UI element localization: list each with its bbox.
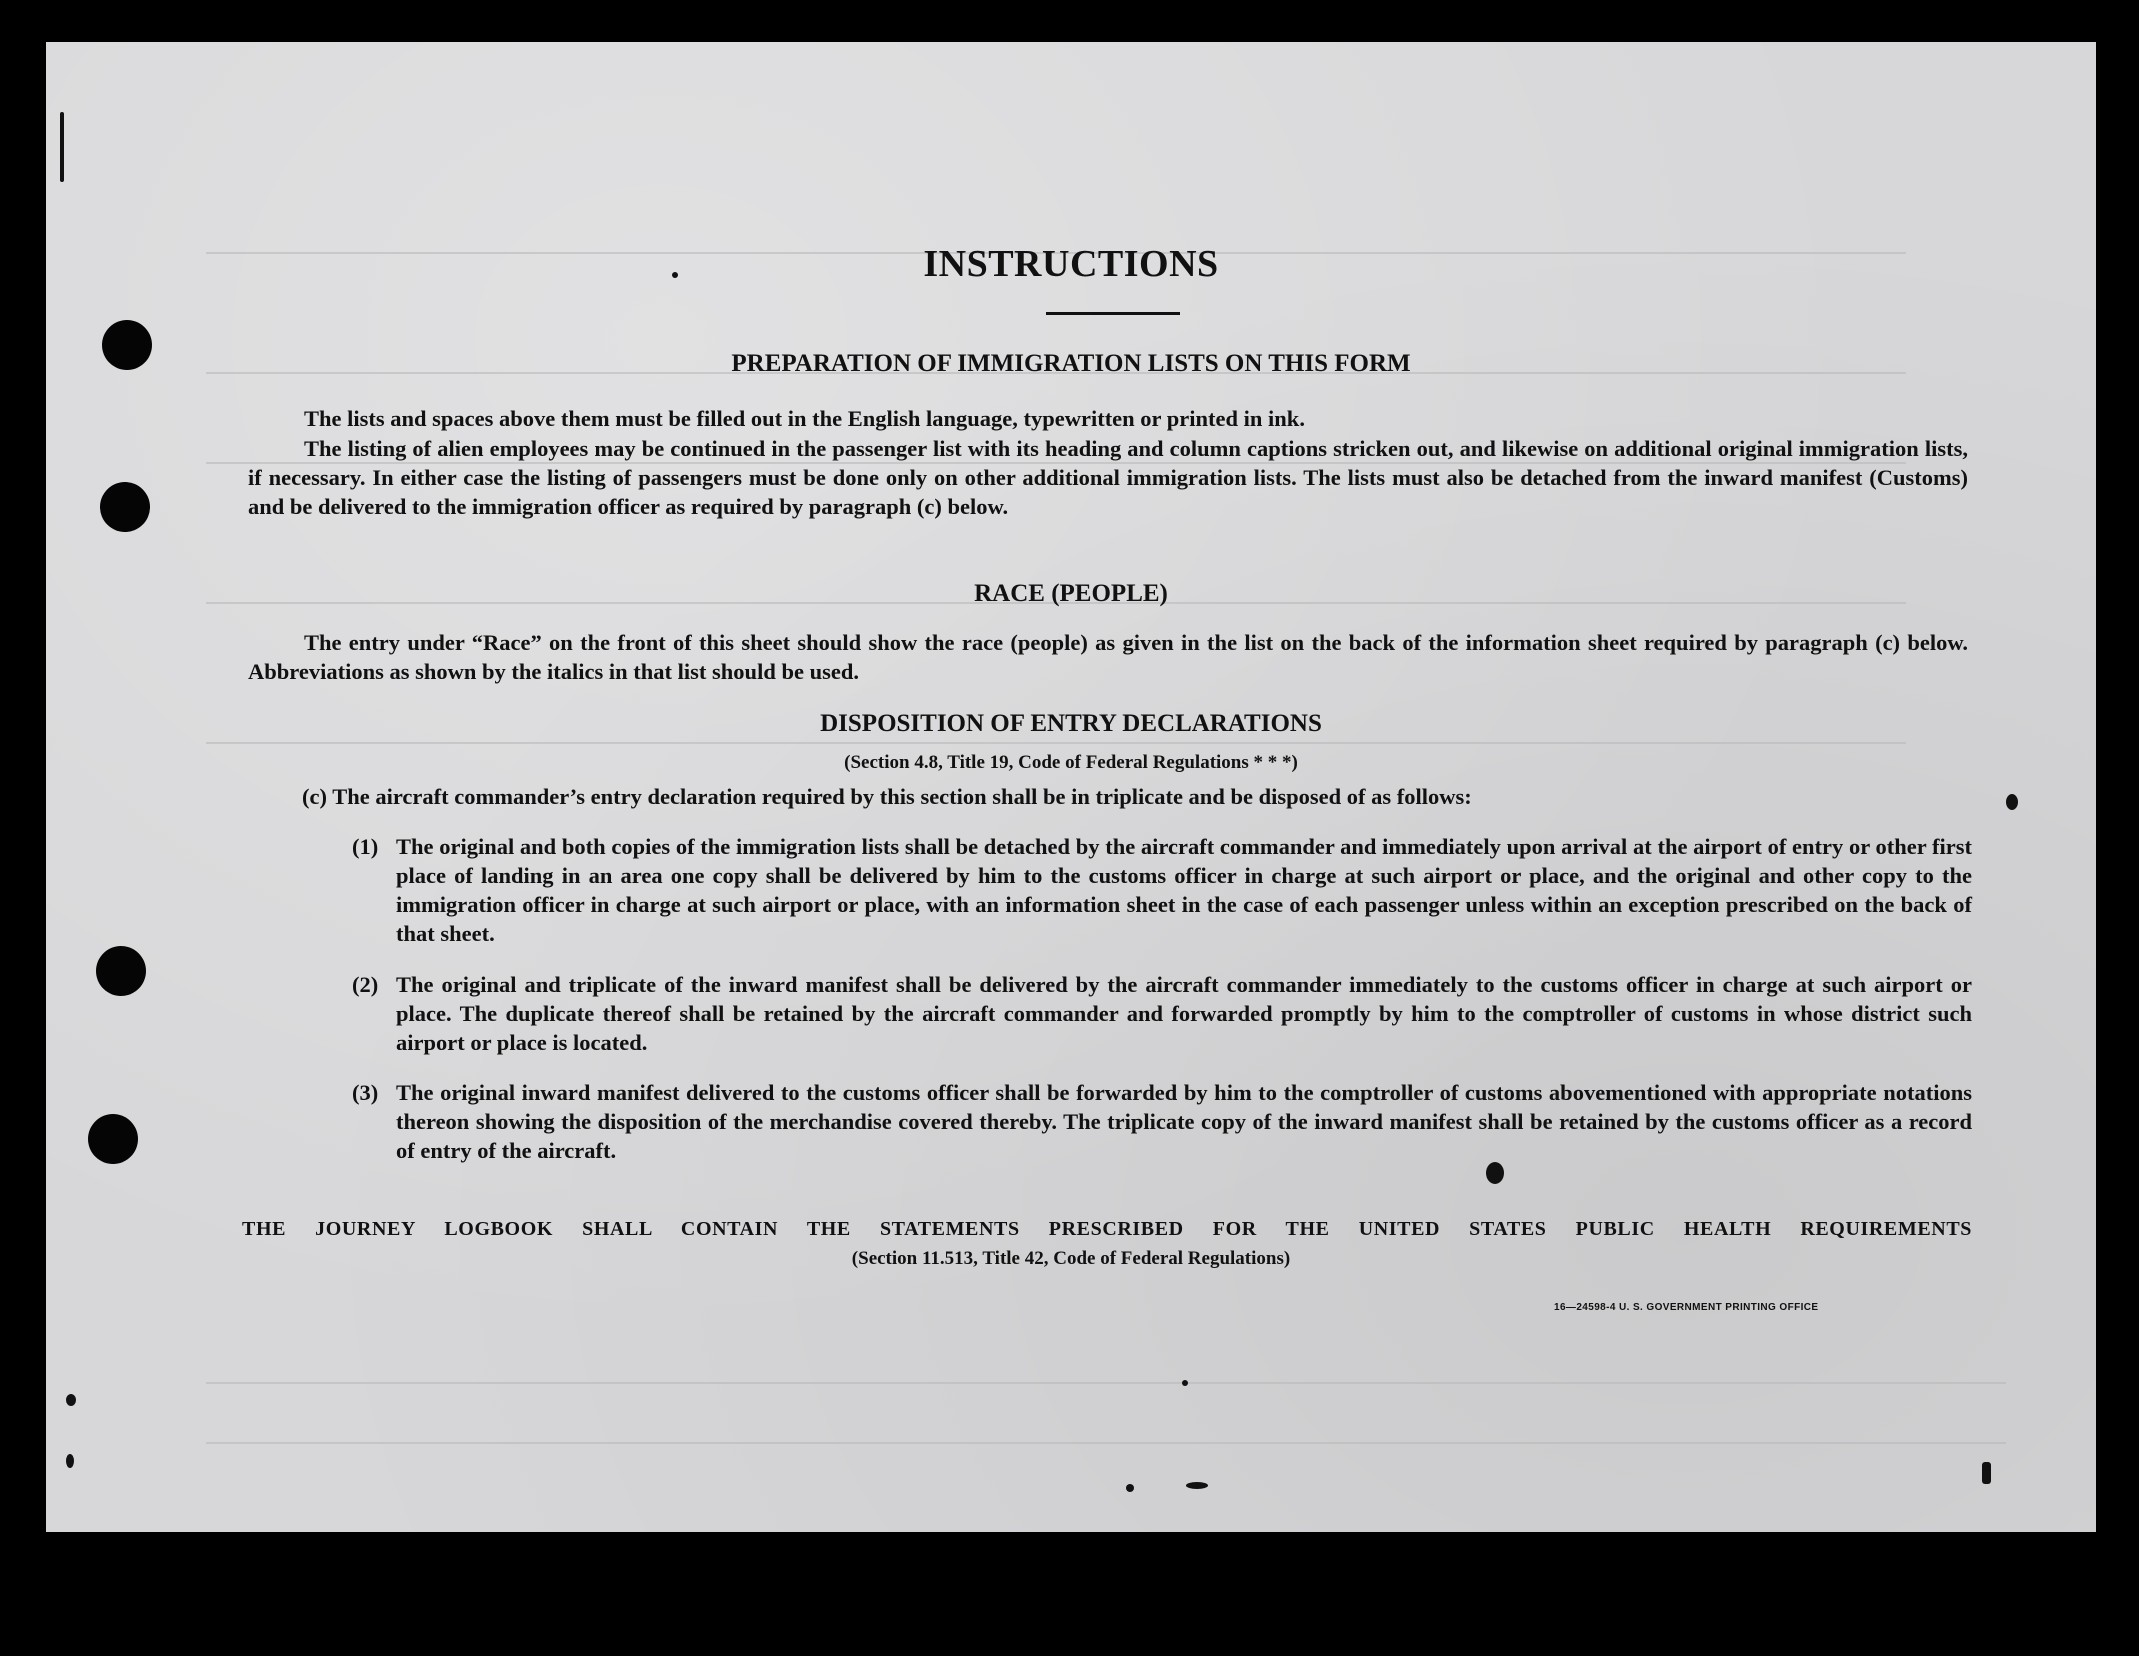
- list-item: [352, 970, 1972, 1057]
- scan-mark: [1126, 1484, 1134, 1492]
- punch-hole: [100, 482, 150, 532]
- section-heading-race: RACE (PEOPLE): [974, 580, 1168, 607]
- title-underline: [1046, 312, 1180, 315]
- scan-mark: [66, 1454, 74, 1468]
- section-citation: (Section 4.8, Title 19, Code of Federal Regulations * * *): [844, 752, 1298, 773]
- list-item-number: (3): [352, 1080, 379, 1105]
- scan-mark: [66, 1394, 76, 1406]
- list-item: [352, 832, 1972, 948]
- ink-blot: [2006, 794, 2018, 810]
- paragraph: [248, 628, 1968, 686]
- scan-mark: [60, 112, 64, 182]
- paragraph: [248, 434, 1968, 521]
- form-sheet: [46, 42, 2096, 1532]
- scan-mark: [1186, 1482, 1208, 1489]
- paragraph-text: (c) The aircraft commander’s entry declaration required by this section shall be in triplicate and be disposed of as follows:: [302, 784, 1472, 809]
- punch-hole: [96, 946, 146, 996]
- printer-mark: 16—24598-4 U. S. GOVERNMENT PRINTING OFFICE: [1554, 1302, 1819, 1313]
- footer-statement: THE JOURNEY LOGBOOK SHALL CONTAIN THE STATEMENTS PRESCRIBED FOR THE UNITED STATES PUBLIC HEALTH REQUIREMENTS: [242, 1218, 1972, 1240]
- section-heading-preparation: PREPARATION OF IMMIGRATION LISTS ON THIS FORM: [731, 350, 1411, 377]
- bleed-through-rule: [206, 1442, 2006, 1444]
- bleed-through-rule: [206, 742, 1906, 744]
- list-item-number: (2): [352, 972, 379, 997]
- list-item: [352, 1078, 1972, 1165]
- paragraph-text: The entry under “Race” on the front of this sheet should show the race (people) as given in the list on the back of the information sheet required by paragraph (c) below. Abbreviations as shown by the italics in that list should be used.: [248, 630, 1968, 684]
- list-item-text: The original and triplicate of the inward manifest shall be delivered by the aircraft commander immediately to the customs officer in charge at such airport or place. The duplicate thereof shall be retained by the aircraft commander and forwarded promptly by him to the comptroller of customs in whose district such airport or place is located.: [396, 972, 1972, 1055]
- scan-mark: [1182, 1380, 1188, 1386]
- scan-mark: [1982, 1462, 1991, 1484]
- list-item-number: (1): [352, 834, 379, 859]
- paragraph-intro: [302, 782, 1982, 811]
- punch-hole: [88, 1114, 138, 1164]
- bleed-through-rule: [206, 1382, 2006, 1384]
- paragraph-text: The listing of alien employees may be continued in the passenger list with its heading and column captions stricken out, and likewise on additional original immigration lists, if necessary. In either case the listing of passengers must be done only on other additional immigration lists. The lists must also be detached from the inward manifest (Customs) and be delivered to the immigration officer as required by paragraph (c) below.: [248, 436, 1968, 519]
- section-heading-disposition: DISPOSITION OF ENTRY DECLARATIONS: [820, 710, 1322, 737]
- list-item-text: The original and both copies of the immigration lists shall be detached by the aircraft commander and immediately upon arrival at the airport of entry or other first place of landing in an area one copy shall be delivered by him to the customs officer in charge at such airport or place, and the original and other copy to the immigration officer in charge at such airport or place, with an information sheet in the case of each passenger unless within an exception prescribed on the back of that sheet.: [396, 834, 1972, 946]
- page-title: INSTRUCTIONS: [923, 243, 1219, 285]
- ink-blot: [1486, 1162, 1504, 1184]
- paragraph: [248, 404, 1968, 433]
- paragraph-text: The lists and spaces above them must be filled out in the English language, typewritten or printed in ink.: [304, 406, 1305, 431]
- list-item-text: The original inward manifest delivered to the customs officer shall be forwarded by him to the comptroller of customs abovementioned with appropriate notations thereon showing the disposition of the merchandise covered thereby. The triplicate copy of the inward manifest shall be retained by the customs officer as a record of entry of the aircraft.: [396, 1080, 1972, 1163]
- footer-citation: (Section 11.513, Title 42, Code of Federal Regulations): [851, 1248, 1291, 1269]
